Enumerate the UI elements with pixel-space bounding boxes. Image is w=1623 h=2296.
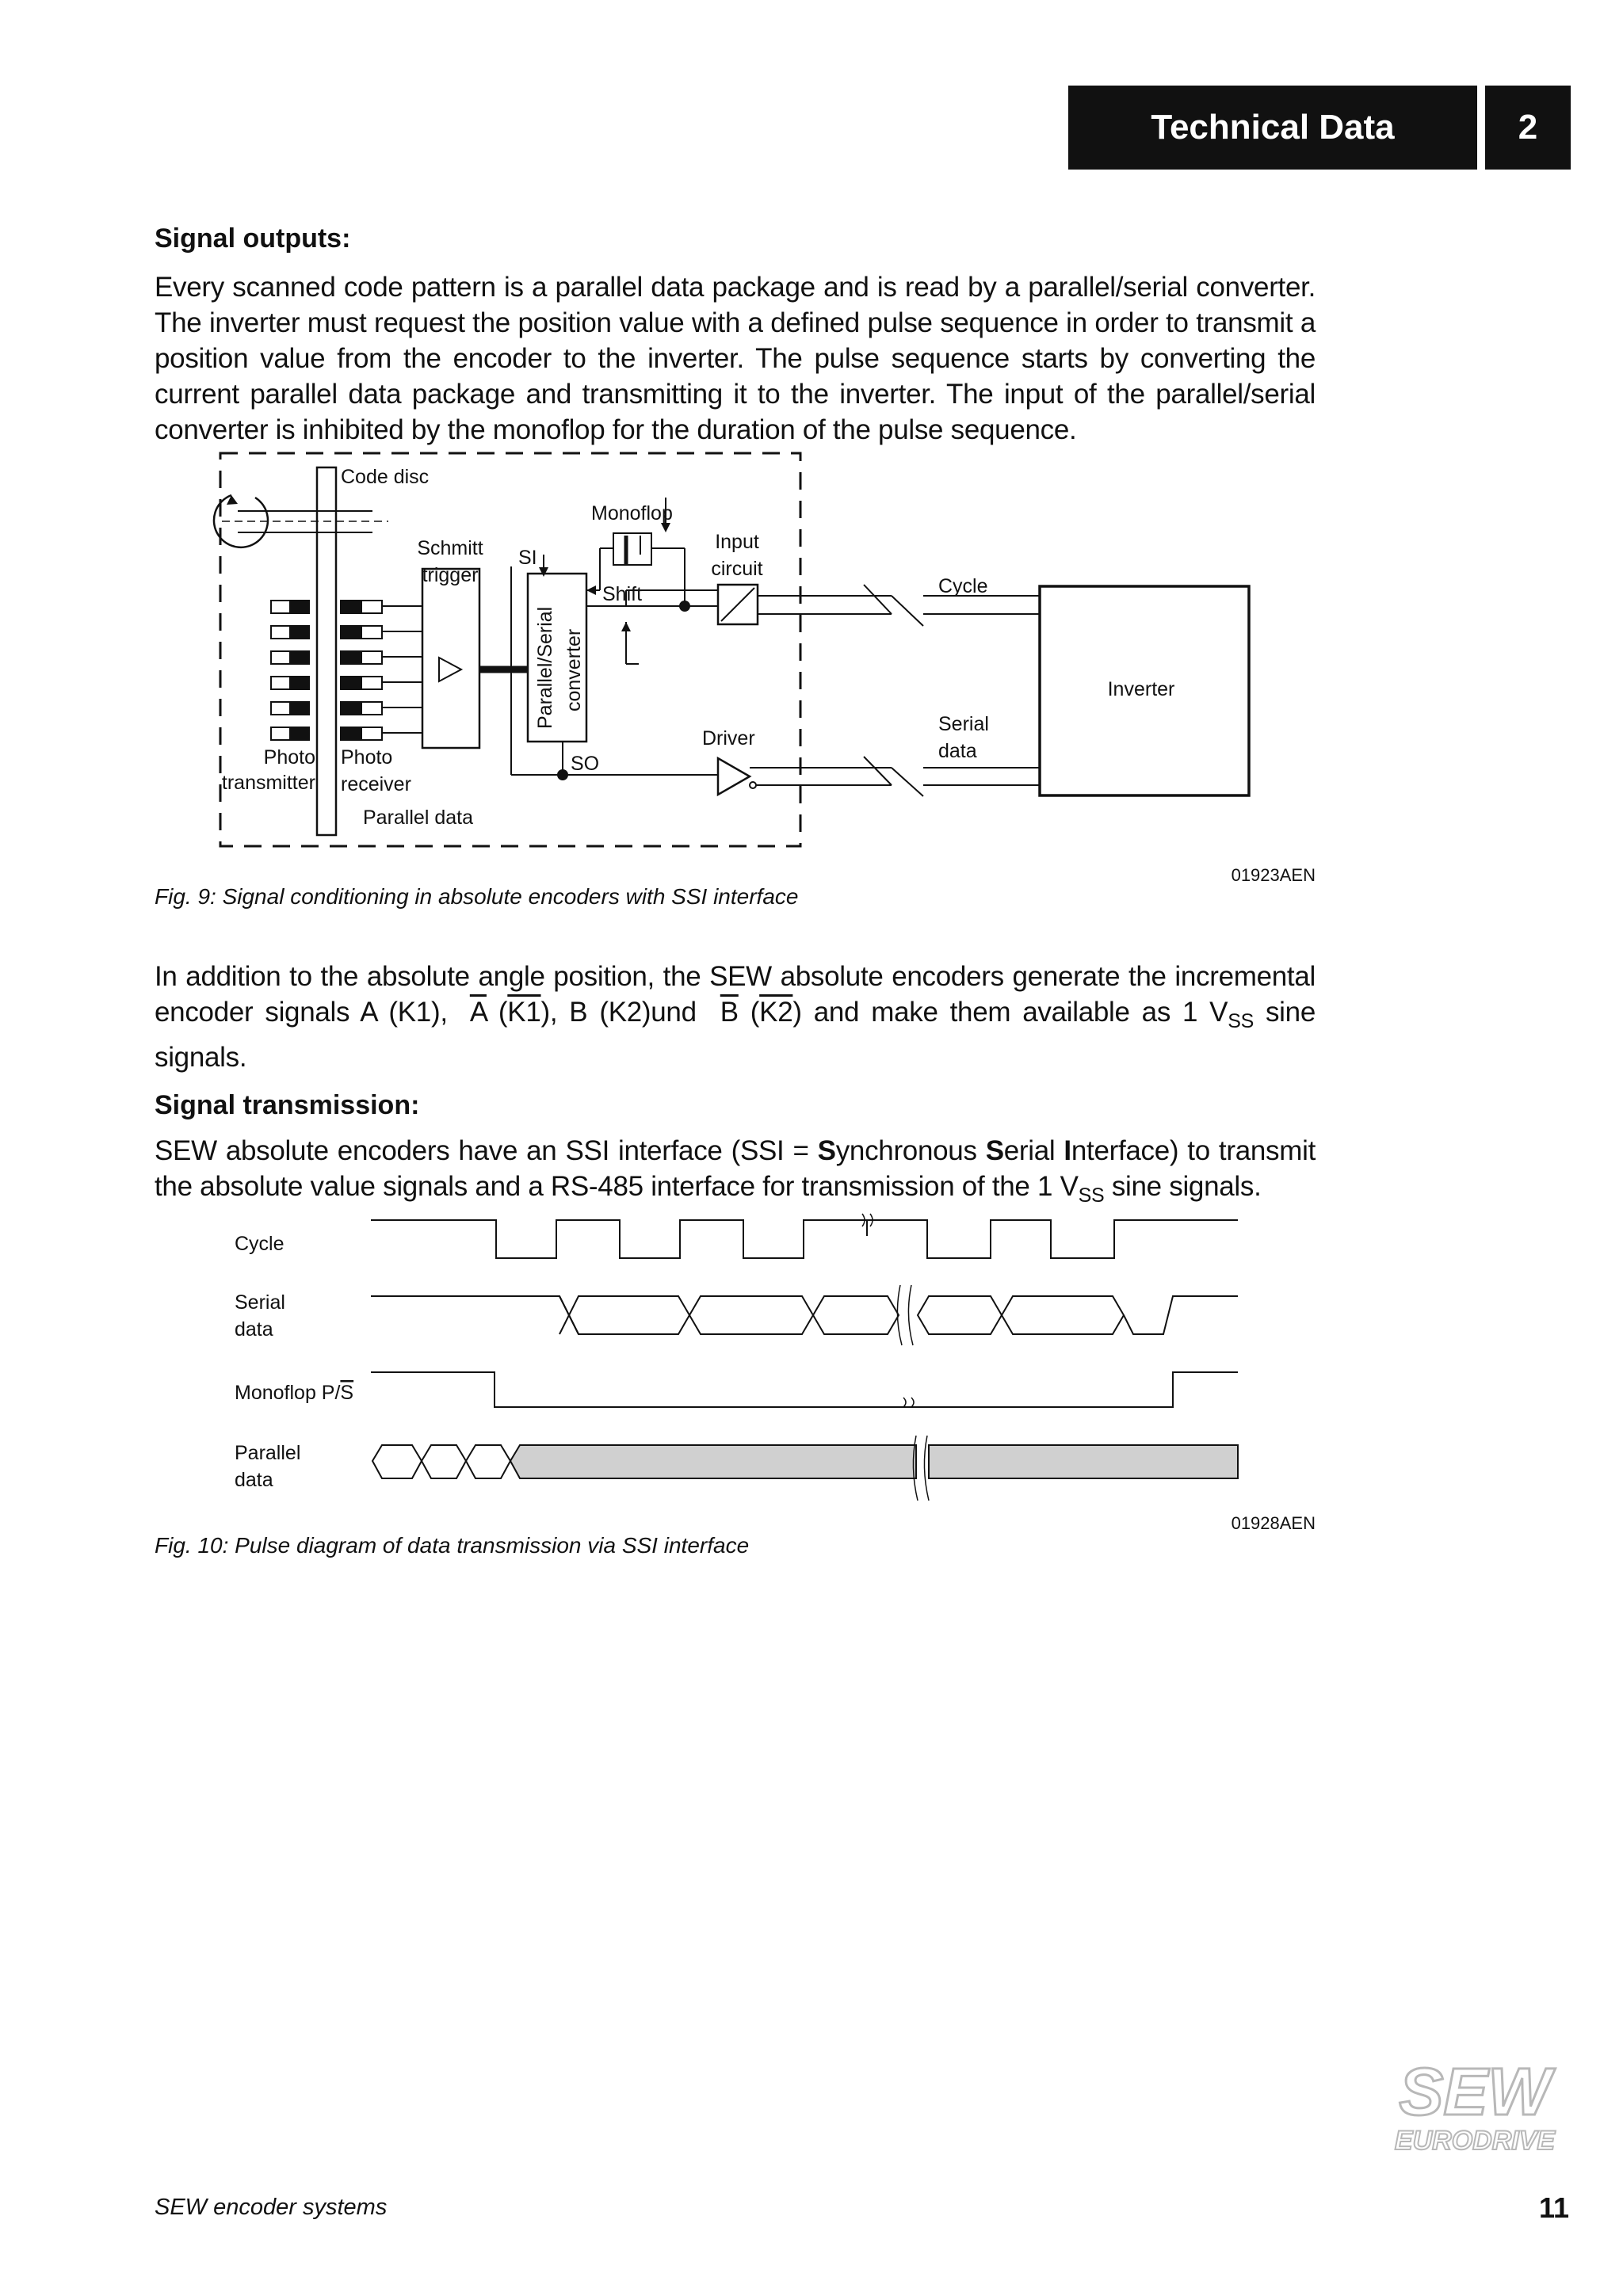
label-converter-1: Parallel/Serial xyxy=(534,606,556,729)
label-input-1: Input xyxy=(715,531,759,553)
figure-10-pulse-diagram xyxy=(0,1204,1623,1521)
incremental-paragraph: In addition to the absolute angle position, the SEW absolute encoders generate the incremental encoder signals A (K1), $\overline{A}$ (K1), B (K2)und $\overline{B}$ (K2) and make them available as 1 $V_{SS}$ sine signals. xyxy=(155,961,1316,1073)
section-title: Technical Data xyxy=(1151,108,1395,147)
serial-bit-2 xyxy=(689,1296,813,1334)
schmitt-trigger-box xyxy=(422,569,479,748)
signal-outputs-paragraph: Every scanned code pattern is a parallel data package and is read by a parallel/serial converter. The inverter must request the position value with a defined pulse sequence in order to transmit a position value from the encoder to the inverter. The pulse sequence starts by converting the current parallel data package and transmitting it to the inverter. The input of the parallel/serial converter is inhibited by the monoflop for the duration of the pulse sequence. xyxy=(155,272,1316,445)
parallel-bit-1 xyxy=(372,1445,422,1478)
label-shift: Shift xyxy=(602,583,643,605)
parallel-hold-1 xyxy=(510,1445,916,1478)
signal-transmission-heading: Signal transmission: xyxy=(155,1090,420,1120)
label-serial-row-1: Serial xyxy=(235,1291,285,1314)
label-input-2: circuit xyxy=(711,558,763,580)
label-parallel-row-1: Parallel xyxy=(235,1442,301,1464)
label-si: SI xyxy=(518,547,537,569)
label-cycle-row: Cycle xyxy=(235,1233,285,1255)
label-converter-2: converter xyxy=(563,628,585,711)
monoflop-waveform xyxy=(371,1372,1238,1407)
code-disc xyxy=(317,467,336,835)
signal-transmission-paragraph: SEW absolute encoders have an SSI interface (SSI = Synchronous Serial Interface) to transmit the absolute value signals and a RS-485 interface for transmission of the 1 $V_{SS}$ sine signals. xyxy=(155,1135,1316,1207)
parallel-bit-3 xyxy=(466,1445,510,1478)
label-parallel-data: Parallel data xyxy=(363,807,473,829)
cycle-waveform xyxy=(371,1220,867,1258)
serial-bit-4 xyxy=(918,1296,1002,1334)
signal-outputs-heading: Signal outputs: xyxy=(155,223,351,254)
driver-symbol xyxy=(718,758,750,795)
label-monoflop-row: Monoflop P/S xyxy=(235,1382,354,1404)
serial-bit-5 xyxy=(1002,1296,1124,1334)
figure-10-code: 01928AEN xyxy=(1231,1513,1316,1533)
label-monoflop: Monoflop xyxy=(591,502,673,524)
parallel-hold-2 xyxy=(929,1445,1238,1478)
label-serial-2: data xyxy=(938,740,977,762)
sew-eurodrive-logo xyxy=(1377,2062,1572,2154)
serial-bit-1 xyxy=(569,1296,689,1334)
figure-10-caption: Fig. 10: Pulse diagram of data transmission via SSI interface xyxy=(155,1533,750,1558)
label-parallel-row-2: data xyxy=(235,1469,273,1491)
figure-9-caption: Fig. 9: Signal conditioning in absolute encoders with SSI interface xyxy=(155,884,799,909)
label-photo-receiver-2: receiver xyxy=(341,773,411,795)
figure-9-diagram xyxy=(0,0,1623,919)
label-photo-receiver-1: Photo xyxy=(341,746,393,769)
chapter-number: 2 xyxy=(1518,108,1538,147)
label-cycle: Cycle xyxy=(938,575,988,597)
label-serial-1: Serial xyxy=(938,713,989,735)
monoflop-box xyxy=(613,533,651,565)
label-serial-row-2: data xyxy=(235,1318,273,1341)
label-inverter: Inverter xyxy=(1107,678,1175,700)
label-schmitt-1: Schmitt xyxy=(417,537,483,559)
label-photo-transmitter-2: transmitter xyxy=(221,772,315,794)
page-number: 11 xyxy=(1538,2191,1569,2224)
parallel-bit-2 xyxy=(422,1445,466,1478)
label-schmitt-2: trigger xyxy=(422,564,479,586)
label-so: SO xyxy=(571,753,600,775)
cycle-waveform-2 xyxy=(867,1220,1238,1258)
footer-document-title: SEW encoder systems xyxy=(155,2195,388,2220)
label-driver: Driver xyxy=(702,727,755,749)
label-photo-transmitter-1: Photo xyxy=(263,746,315,769)
label-code-disc: Code disc xyxy=(341,466,430,488)
logo-brand: SEW xyxy=(1399,2062,1551,2129)
logo-sub: EURODRIVE xyxy=(1394,2126,1556,2154)
figure-9-code: 01923AEN xyxy=(1231,865,1316,885)
serial-bit-3 xyxy=(813,1296,899,1334)
schmitt-trigger-symbol xyxy=(439,658,461,681)
